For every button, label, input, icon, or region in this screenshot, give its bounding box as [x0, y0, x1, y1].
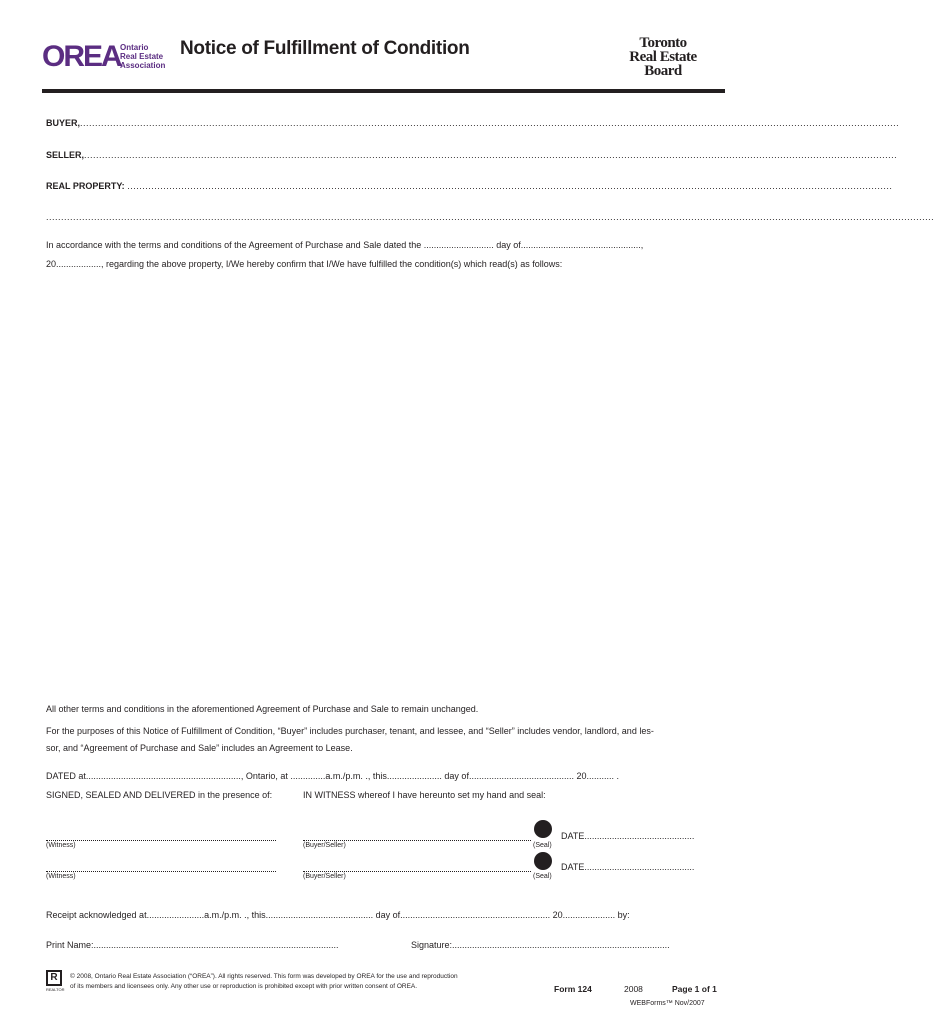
property-field[interactable]: REAL PROPERTY: ...............................................................................................................................................................................................................................................................: [46, 181, 893, 191]
seller-label: SELLER,: [46, 150, 85, 160]
orea-logo: [42, 40, 172, 76]
property-field-line-2[interactable]: ........................................................................................................................................................................................................................................................................................................: [46, 212, 934, 222]
receipt-line[interactable]: Receipt acknowledged at.......................a.m./p.m. ., this........................................... day of............................................................ 20..................... by:: [46, 910, 630, 920]
buyer-seller-label-2: (Buyer/Seller): [303, 873, 346, 880]
witness-label-2: (Witness): [46, 873, 76, 880]
agreement-line-2: 20.................., regarding the above property, I/We hereby confirm that I/We have fulfilled the condition(s) which read(s) as follows:: [46, 259, 563, 269]
seal-label-1: (Seal): [533, 842, 552, 849]
buyer-label: BUYER,: [46, 118, 81, 128]
property-label: REAL PROPERTY:: [46, 181, 125, 191]
dated-line[interactable]: DATED at.............................................................., Ontario, at ..............a.m./p.m. ., this...................... day of.......................................... 20........... .: [46, 771, 619, 781]
realtor-label: REALTOR: [46, 987, 65, 992]
webforms-text: WEBForms™ Nov/2007: [630, 1000, 705, 1007]
orea-logo-wordmark: OREA: [42, 40, 121, 73]
trb-logo: Toronto Real Estate Board: [629, 35, 697, 79]
copyright-text: © 2008, Ontario Real Estate Association (“OREA”). All rights reserved. This form was developed by OREA for the use and reproduction of its members and licensees only. Any other use or reproduction is prohibited except with prior written consent of OREA.: [70, 973, 458, 990]
orea-logo-subtext: Ontario Real Estate Association: [120, 43, 166, 70]
seal-icon: [534, 820, 552, 838]
signature-field[interactable]: Signature:.......................................................................................: [411, 940, 670, 950]
print-name-field[interactable]: Print Name:..................................................................................................: [46, 940, 339, 950]
seller-field[interactable]: SELLER,...............................................................................................................................................................................................................................................................................: [46, 150, 898, 160]
conditions-textarea[interactable]: [46, 278, 724, 688]
realtor-logo: [46, 970, 64, 994]
witness-signature-line-2[interactable]: [46, 871, 276, 872]
form-year: 2008: [624, 984, 643, 994]
seal-icon: [534, 852, 552, 870]
page-number: Page 1 of 1: [672, 984, 717, 994]
purposes-text: For the purposes of this Notice of Fulfillment of Condition, “Buyer” includes purchaser, tenant, and lessee, and “Seller” includes vendor, landlord, and les- sor, and “Agreement of Purchase and Sale” includes an Agreement to Lease.: [46, 726, 654, 753]
header-rule: [42, 89, 725, 93]
in-witness-text: IN WITNESS whereof I have hereunto set my hand and seal:: [303, 790, 546, 800]
buyer-seller-signature-line-2[interactable]: [303, 871, 531, 872]
date-field-1[interactable]: DATE............................................: [561, 831, 695, 841]
realtor-r-icon: R: [46, 970, 62, 986]
witness-signature-line-1[interactable]: [46, 840, 276, 841]
buyer-seller-signature-line-1[interactable]: [303, 840, 531, 841]
agreement-line-1: In accordance with the terms and conditions of the Agreement of Purchase and Sale dated the ............................ day of................................................,: [46, 240, 644, 250]
page-title: Notice of Fulfillment of Condition: [180, 38, 470, 59]
other-terms-text: All other terms and conditions in the aforementioned Agreement of Purchase and Sale to remain unchanged.: [46, 704, 479, 714]
buyer-seller-label-1: (Buyer/Seller): [303, 842, 346, 849]
form-number: Form 124: [554, 984, 592, 994]
seal-label-2: (Seal): [533, 873, 552, 880]
witness-label-1: (Witness): [46, 842, 76, 849]
date-field-2[interactable]: DATE............................................: [561, 862, 695, 872]
signed-sealed-text: SIGNED, SEALED AND DELIVERED in the presence of:: [46, 790, 273, 800]
buyer-field[interactable]: BUYER,.................................................................................................................................................................................................................................................................................: [46, 118, 900, 128]
